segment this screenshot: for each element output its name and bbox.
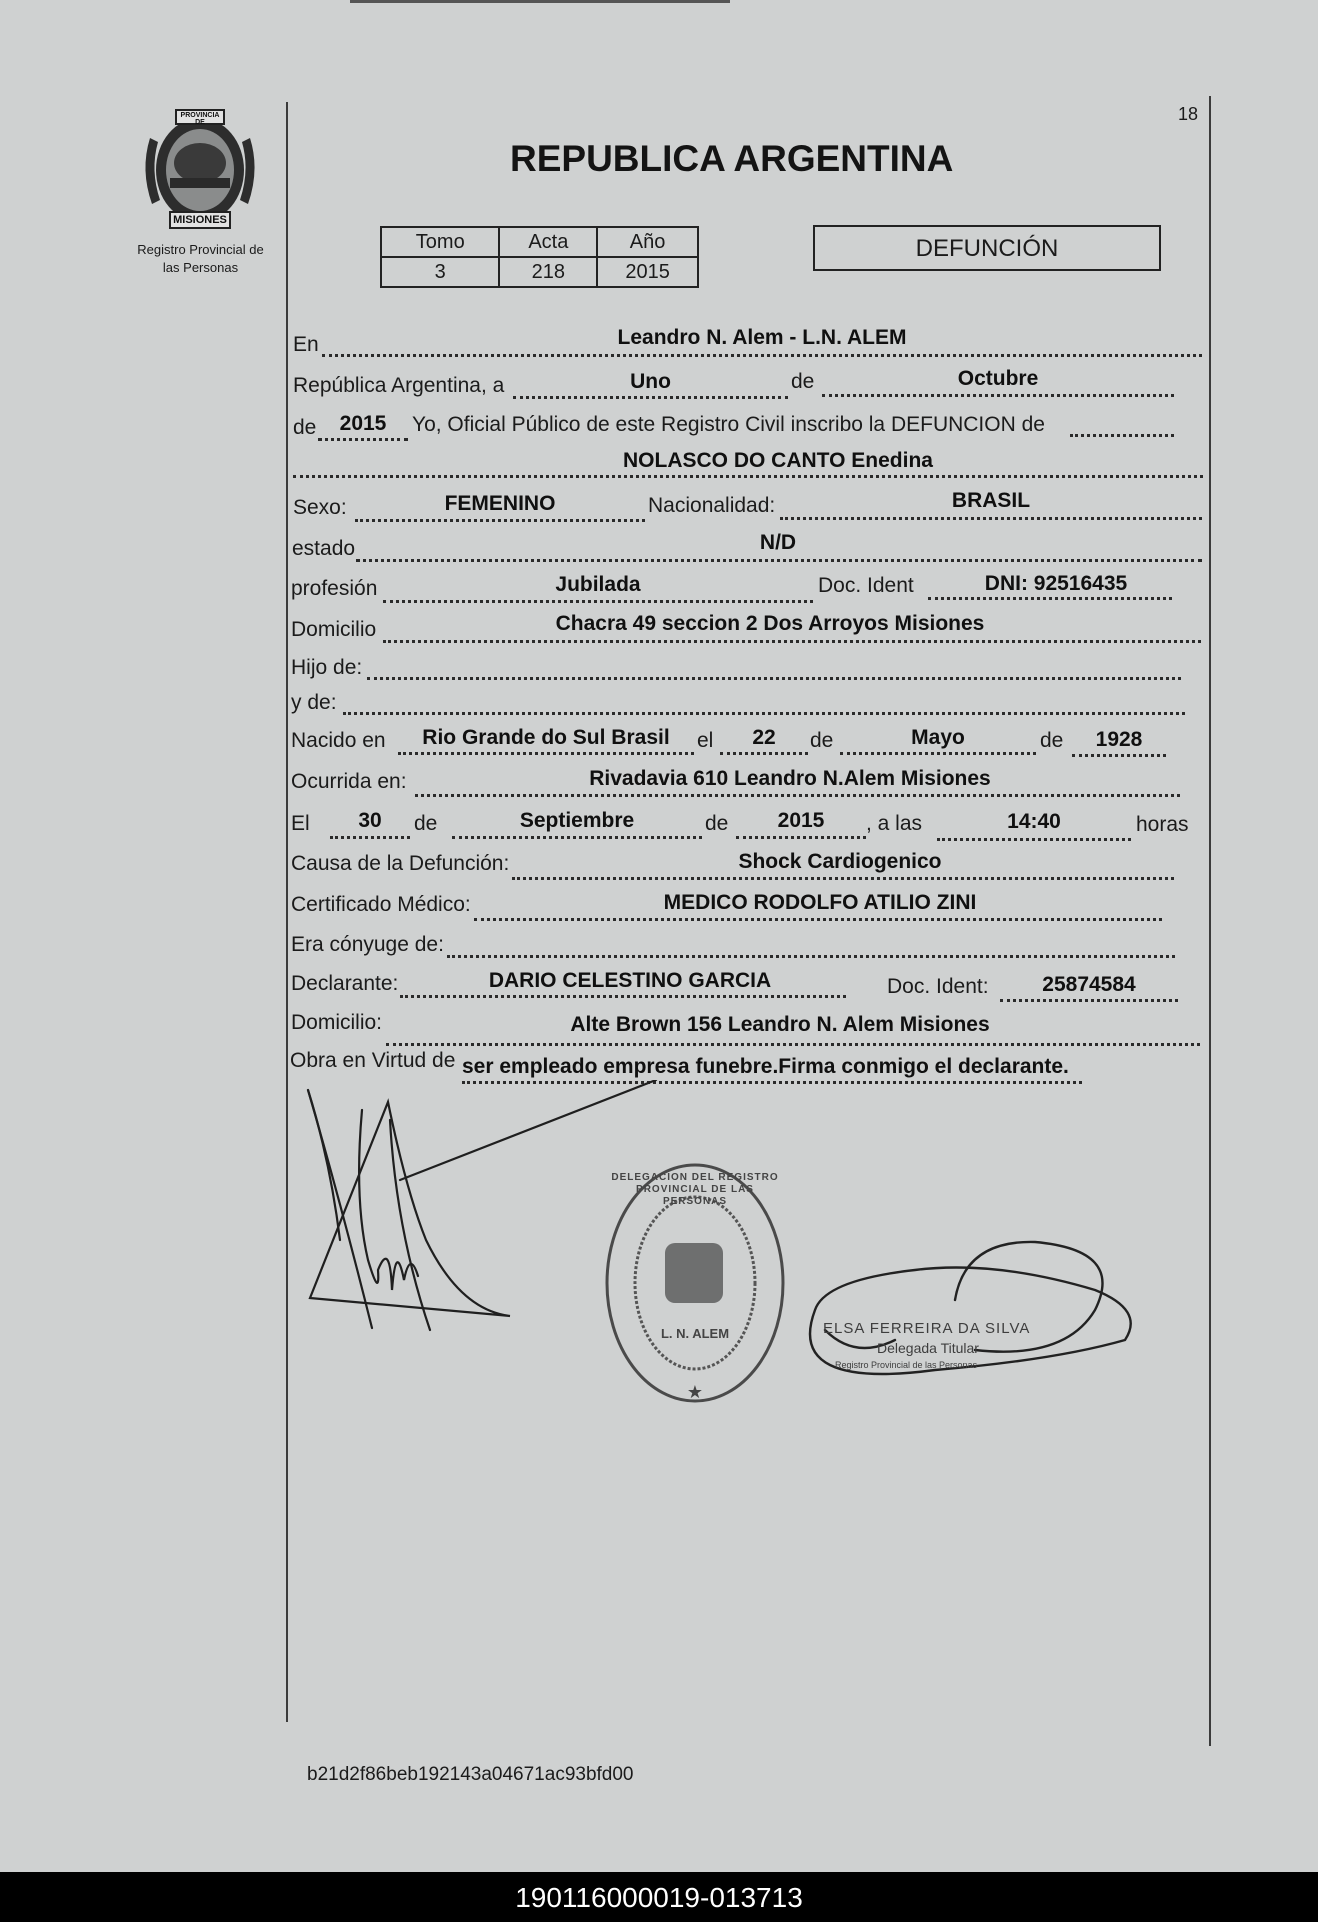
label-declarante: Declarante:	[291, 972, 399, 995]
label-sexo: Sexo:	[293, 496, 347, 519]
tomo-value: 3	[381, 257, 499, 287]
scan-top-edge	[350, 0, 730, 3]
muerte-mes-value: Septiembre	[519, 809, 635, 832]
dots-mes	[822, 394, 1174, 397]
document-id: 190116000019-013713	[515, 1882, 803, 1913]
dots-muerte-anio	[736, 836, 866, 839]
dots-nacido-en	[398, 752, 694, 755]
label-estado: estado	[292, 537, 356, 560]
label-de-birth-year: de	[1040, 729, 1064, 752]
registry-name-line1: Registro Provincial de	[137, 242, 264, 257]
label-nacido-en: Nacido en	[291, 729, 386, 752]
label-ocurrida-en: Ocurrida en:	[291, 770, 407, 793]
right-margin-line	[1209, 96, 1211, 1746]
dots-declarante-doc	[1000, 999, 1178, 1002]
dots-sexo	[355, 519, 645, 522]
label-de-birth-month: de	[810, 729, 834, 752]
dots-nombre	[293, 475, 1203, 478]
label-de-death-year: de	[705, 812, 729, 835]
nacido-mes-value: Mayo	[911, 726, 965, 749]
mes-value: Octubre	[957, 367, 1039, 390]
dots-domicilio	[383, 640, 1201, 643]
label-hijo-de: Hijo de:	[291, 656, 363, 679]
provincial-emblem	[140, 108, 260, 233]
label-el: el	[697, 729, 714, 752]
anio-header: Año	[597, 227, 698, 257]
label-domicilio-decl: Domicilio:	[291, 1011, 383, 1034]
dots-ocurrida-en	[415, 794, 1180, 797]
declarante-doc-value: 25874584	[1042, 973, 1136, 996]
dots-profesion	[383, 600, 813, 603]
dots-lugar	[322, 354, 1202, 357]
profesion-value: Jubilada	[555, 573, 641, 596]
ocurrida-en-value: Rivadavia 610 Leandro N.Alem Misiones	[589, 767, 991, 790]
muerte-anio-value: 2015	[777, 809, 825, 832]
dots-nacido-mes	[840, 752, 1036, 755]
document-hash: b21d2f86beb192143a04671ac93bfd00	[307, 1764, 634, 1785]
tomo-header: Tomo	[381, 227, 499, 257]
dots-conyuge	[447, 955, 1175, 958]
nombre-value: NOLASCO DO CANTO Enedina	[623, 449, 933, 472]
anio-value: 2015	[597, 257, 698, 287]
estado-value: N/D	[759, 531, 797, 554]
certificado-value: MEDICO RODOLFO ATILIO ZINI	[663, 891, 977, 914]
dots-y-de	[343, 712, 1185, 715]
label-obra: Obra en Virtud de	[290, 1049, 456, 1072]
nacido-en-value: Rio Grande do Sul Brasil	[422, 726, 670, 749]
acta-value: 218	[499, 257, 597, 287]
sexo-value: FEMENINO	[444, 492, 556, 515]
label-conyuge: Era cónyuge de:	[291, 933, 444, 956]
dots-oficial-tail	[1070, 434, 1174, 437]
anio-inscripcion: 2015	[339, 412, 387, 435]
dots-nacido-dia	[720, 752, 808, 755]
page-number: 18	[1178, 104, 1199, 124]
nacido-anio-value: 1928	[1095, 728, 1143, 751]
label-certificado: Certificado Médico:	[291, 893, 471, 916]
round-seal	[600, 1158, 790, 1408]
dots-nacido-anio	[1072, 754, 1166, 757]
obra-value: ser empleado empresa funebre.Firma conmigo el declarante.	[462, 1055, 1082, 1084]
label-profesion: profesión	[291, 577, 378, 600]
dots-muerte-dia	[330, 836, 410, 839]
label-en: En	[293, 333, 319, 356]
dia-value: Uno	[630, 370, 671, 393]
registry-name-line2: las Personas	[162, 260, 239, 275]
nacido-dia-value: 22	[752, 726, 776, 749]
label-republica: República Argentina, a	[293, 374, 505, 397]
dots-hijo-de	[367, 677, 1181, 680]
declarante-domicilio-value: Alte Brown 156 Leandro N. Alem Misiones	[570, 1013, 990, 1036]
footer-bar	[0, 1872, 1318, 1922]
dots-certificado	[474, 918, 1162, 921]
left-margin-line	[286, 102, 288, 1722]
dots-muerte-mes	[452, 836, 702, 839]
label-causa: Causa de la Defunción:	[291, 852, 510, 875]
label-de-year: de	[293, 416, 317, 439]
label-doc-ident: Doc. Ident	[818, 574, 914, 597]
register-table	[380, 226, 699, 288]
dots-nacionalidad	[780, 517, 1202, 520]
dots-causa	[512, 877, 1174, 880]
domicilio-value: Chacra 49 seccion 2 Dos Arroyos Misiones	[555, 612, 985, 635]
dots-domicilio-decl	[386, 1043, 1200, 1046]
dots-declarante	[400, 995, 846, 998]
label-de: de	[791, 370, 815, 393]
official-role: Delegada Titular	[877, 1340, 979, 1356]
round-seal-ring-text: DELEGACION DEL REGISTRO PROVINCIAL DE LAS PERSONAS	[611, 1172, 779, 1207]
dots-estado	[356, 559, 1202, 562]
label-domicilio: Domicilio	[291, 618, 377, 641]
official-registry: Registro Provincial de las Personas	[835, 1360, 978, 1370]
causa-value: Shock Cardiogenico	[738, 850, 942, 873]
country-title: REPUBLICA ARGENTINA	[510, 138, 954, 179]
label-de-death-month: de	[414, 812, 438, 835]
label-a-las: , a las	[866, 812, 923, 835]
record-type-box	[813, 225, 1161, 271]
record-type: DEFUNCIÓN	[915, 235, 1059, 262]
declarante-value: DARIO CELESTINO GARCIA	[488, 969, 772, 992]
official-name: ELSA FERREIRA DA SILVA	[823, 1320, 1031, 1337]
svg-text:★: ★	[686, 1382, 704, 1402]
label-horas: horas	[1136, 813, 1189, 836]
label-el-death: El	[291, 812, 310, 835]
dots-muerte-hora	[937, 838, 1131, 841]
label-oficial: Yo, Oficial Público de este Registro Civil inscribo la DEFUNCION de	[412, 413, 1045, 436]
documento-value: DNI: 92516435	[984, 572, 1128, 595]
muerte-hora-value: 14:40	[1007, 810, 1061, 833]
dots-documento	[928, 597, 1172, 600]
round-seal-center-text: L. N. ALEM	[660, 1326, 730, 1341]
emblem-text-bottom: MISIONES	[173, 214, 227, 226]
lugar-value: Leandro N. Alem - L.N. ALEM	[617, 326, 907, 349]
emblem-text-top: PROVINCIA DE	[180, 112, 220, 126]
label-doc-ident-decl: Doc. Ident:	[887, 975, 989, 998]
label-nacionalidad: Nacionalidad:	[648, 494, 776, 517]
dots-dia	[513, 396, 788, 399]
muerte-dia-value: 30	[358, 809, 382, 832]
label-y-de: y de:	[291, 691, 337, 714]
dots-anio	[318, 438, 408, 441]
official-signature	[795, 1230, 1145, 1390]
nacionalidad-value: BRASIL	[951, 489, 1031, 512]
acta-header: Acta	[499, 227, 597, 257]
